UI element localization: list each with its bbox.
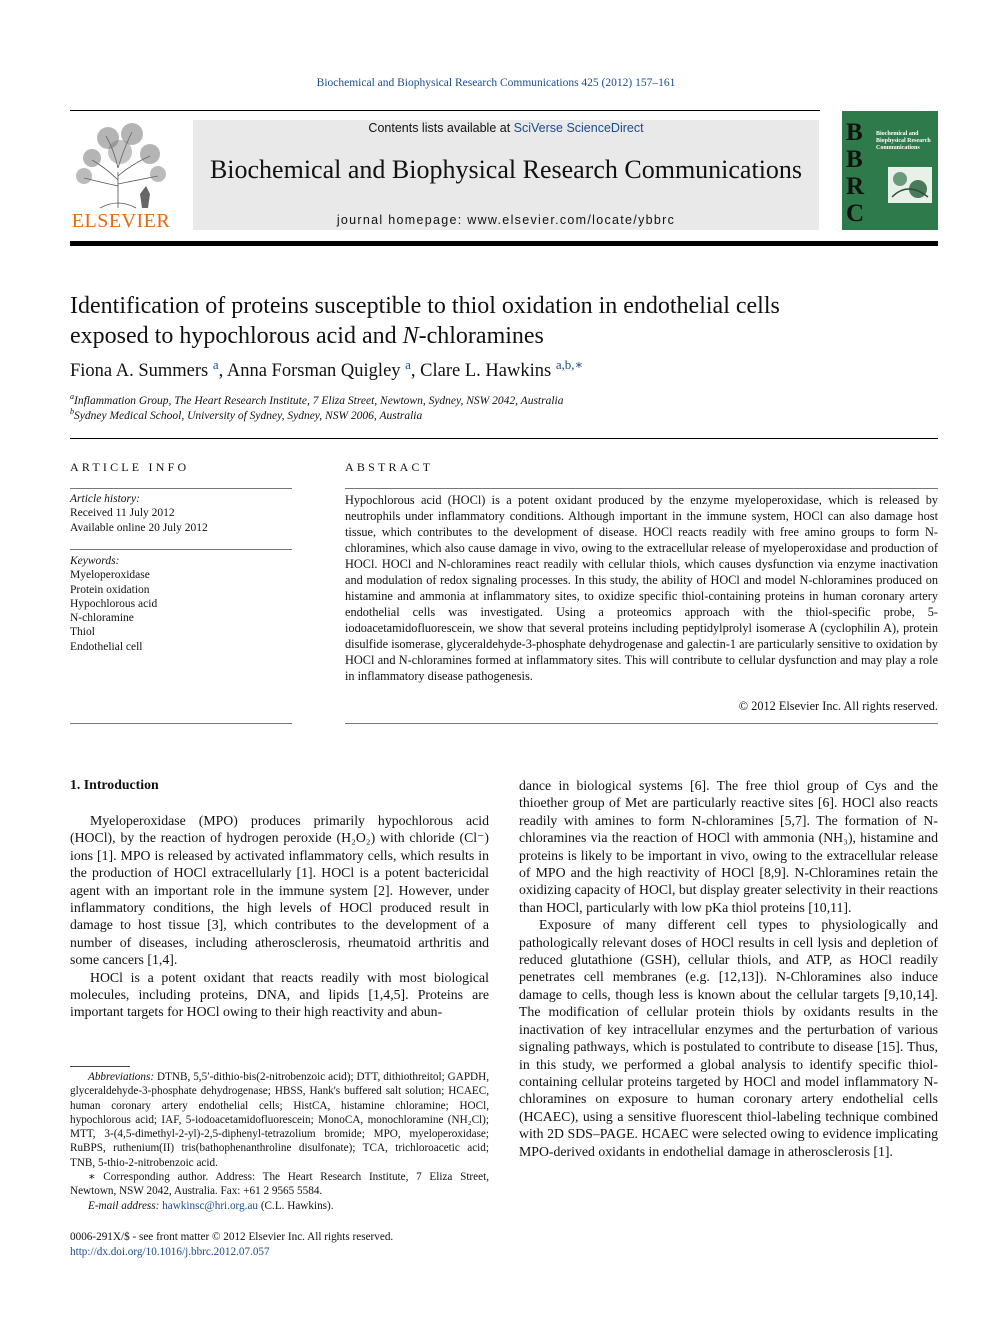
- header-bottom-rule: [70, 241, 938, 246]
- contents-prefix: Contents lists available at: [368, 121, 514, 135]
- journal-title: Biochemical and Biophysical Research Communications: [209, 155, 803, 184]
- keyword: Protein oxidation: [70, 583, 150, 596]
- elsevier-tree-logo: [70, 120, 172, 212]
- abbreviations-footnote: [70, 1070, 489, 1170]
- keywords-label: Keywords:: [70, 555, 120, 567]
- corresponding-author-footnote: ∗ Corresponding author. Address: The Heart Research Institute, 7 Eliza Street, Newtown, NSW 2042, Australia. Fax: +61 2 9565 5584.: [70, 1171, 489, 1198]
- cover-letter: B: [846, 119, 863, 146]
- title-line-2-italic: N: [402, 323, 419, 349]
- cover-letters: [846, 119, 872, 227]
- affil-text: Inflammation Group, The Heart Research Institute, 7 Eliza Street, Newtown, Sydney, NSW 2042, Australia: [74, 395, 564, 407]
- contents-line: [193, 121, 819, 135]
- keyword: N-chloramine: [70, 612, 134, 625]
- title-line-2-part: exposed to hypochlorous acid and: [70, 323, 403, 349]
- author-affil-mark[interactable]: a: [212, 356, 219, 372]
- article-history: [70, 492, 292, 535]
- received-date: Received 11 July 2012: [70, 507, 175, 520]
- affiliation-b: [70, 407, 423, 422]
- affil-mark: b: [70, 407, 75, 417]
- author-affil-mark[interactable]: a,b,∗: [555, 356, 584, 372]
- issn-line: 0006-291X/$ - see front matter © 2012 Elsevier Inc. All rights reserved.: [70, 1231, 394, 1243]
- introduction-heading: 1. Introduction: [70, 777, 159, 792]
- title-bottom-rule: [70, 438, 938, 439]
- author-name[interactable]: Clare L. Hawkins: [420, 361, 552, 381]
- intro-right-column: [519, 777, 938, 1160]
- title-line-2-part: -chloramines: [418, 323, 544, 349]
- journal-homepage[interactable]: journal homepage: www.elsevier.com/locate/ybbrc: [336, 213, 676, 227]
- abstract-text: Hypochlorous acid (HOCl) is a potent oxidant produced by the enzyme myeloperoxidase, which is released by neutrophils under inflammatory conditions. Although important in the immune system, HOCl can also damage host tissue, which contributes to the development of disease. HOCl reacts readily with free amino groups to form N-chloramines, which also cause damage in vivo, owing to the extracellular release of myeloperoxidase and production of HOCl. HOCl and N-chloramines react readily with cellular thiols, which causes dysfunction via enzyme inactivation and modulation of redox signaling processes. In this study, the ability of HOCl and model N-chloramines produced on histamine and ammonia at inflammatory sites, to oxidize specific thiol-containing proteins in human coronary artery endothelial cells was investigated. Using a proteomics approach with the thiol-specific probe, 5-iodoacetamidofluorescein, we show that several proteins including peptidylprolyl isomerase A (cyclophilin A), protein disulfide isomerase, glyceraldehyde-3-phosphate dehydrogenase and galectin-1 are particularly sensitive to oxidation by HOCl and N-chloramines formed at inflammatory sites. This will contribute to cellular dysfunction and may play a role in inflammatory disease pathogenesis.: [345, 493, 938, 683]
- affil-text: Sydney Medical School, University of Sydney, Sydney, NSW 2006, Australia: [74, 410, 423, 422]
- affil-mark: a: [70, 392, 75, 402]
- title-line-1: Identification of proteins susceptible to thiol oxidation in endothelial cells: [70, 293, 780, 319]
- email-link[interactable]: hawkinsc@hri.org.au: [162, 1199, 259, 1212]
- doi-link[interactable]: http://dx.doi.org/10.1016/j.bbrc.2012.07.057: [70, 1245, 270, 1258]
- footnotes: [70, 1070, 489, 1213]
- journal-citation[interactable]: Biochemical and Biophysical Research Communications 425 (2012) 157–161: [316, 77, 676, 89]
- abstract-rule: [345, 488, 938, 489]
- sciencedirect-link[interactable]: SciVerse ScienceDirect: [513, 121, 644, 135]
- header-top-rule: [70, 110, 820, 111]
- article-info-heading: ARTICLE INFO: [70, 460, 190, 474]
- cover-title: Biochemical and Biophysical Research Communications: [876, 131, 931, 151]
- intro-paragraph: Myeloperoxidase (MPO) produces primarily hypochlorous acid (HOCl), by the reaction of hydrogen peroxide (H₂O₂) with chloride (Cl⁻) ions [1]. MPO is released by activated inflammatory cells, which results in the production of HOCl extracellularly [1]. HOCl is a potent bactericidal agent with an important role in the immune system [2]. However, under inflammatory conditions, the high levels of HOCl produced result in damage to host tissue [3], which contributes to the development of a number of diseases, including atherosclerosis, rheumatoid arthritis and some cancers [1,4].: [70, 813, 489, 968]
- bottom-matter: [70, 1230, 393, 1259]
- article-info-rule: [70, 488, 292, 489]
- article-title: [70, 291, 938, 351]
- keyword: Thiol: [70, 626, 95, 639]
- abstract-copyright: © 2012 Elsevier Inc. All rights reserved.: [738, 699, 938, 713]
- keyword: Hypochlorous acid: [70, 597, 158, 610]
- cover-letter: B: [846, 146, 863, 173]
- abstract-heading: ABSTRACT: [345, 460, 434, 474]
- email-label: E-mail address:: [88, 1199, 160, 1212]
- history-label: Article history:: [70, 493, 140, 505]
- title-line-2: [70, 321, 938, 351]
- intro-paragraph: Exposure of many different cell types to physiologically and pathologically relevant doses of HOCl results in cell lysis and depletion of reduced glutathione (GSH), cellular thiols, and ATP, as HOCl readily penetrates cell membranes (e.g. [12,13]). N-Chloramines also induce damage to cells, though less is known about the cellular targets [9,10,14]. The modification of cellular protein thiols by oxidants results in the inactivation of key intracellular enzymes and the perturbation of various signaling pathways, which is postulated to contribute to disease [15]. Thus, in this study, we performed a global analysis to identify specific thiol-containing cellular proteins targeted by HOCl and model inflammatory N-chloramines on exposure to human coronary artery endothelial cells (HCAEC), using a sensitive fluorescent thiol-labeling technique combined with 2D SDS–PAGE. HCAEC were selected owing to evidence implicating MPO-derived oxidants in endothelial damage in atherosclerosis [1].: [519, 917, 938, 1159]
- cover-letter: C: [846, 200, 865, 227]
- elsevier-wordmark: ELSEVIER: [71, 210, 171, 232]
- author-name[interactable]: Anna Forsman Quigley: [226, 361, 401, 381]
- available-date: Available online 20 July 2012: [70, 521, 208, 534]
- footnote-rule: [70, 1066, 130, 1067]
- article-info-bottom-rule: [70, 723, 292, 724]
- email-footnote: [70, 1199, 489, 1213]
- intro-paragraph: HOCl is a potent oxidant that reacts readily with most biological molecules, including proteins, DNA, and lipids [1,4,5]. Proteins are important targets for HOCl owing to their high reactivity and abun-: [70, 969, 489, 1020]
- keywords-block: [70, 554, 292, 654]
- keywords-rule: [70, 549, 292, 550]
- abstract-bottom-rule: [345, 723, 938, 724]
- abbrev-text: DTNB, 5,5′-dithio-bis(2-nitrobenzoic acid); DTT, dithiothreitol; GAPDH, glyceraldehyde-3-phosphate dehydrogenase; HBSS, Hank's buffered salt solution; HCAEC, human coronary artery endothelial cells; HistCA, histamine chloramine; HOCl, hypochlorous acid; IAF, 5-iodoacetamidofluorescein; MonoCA, monochloramine (NH₂Cl); MTT, 3-(4,5-dimethyl-2-yl)-2,5-diphenyl-tetrazolium bromide; MPO, myeloperoxidase; RuBPS, ruthenium(II) tris(bathophenanthroline disulfonate); TCA, trichloroacetic acid; TNB, 5-thio-2-nitrobenzoic acid.: [70, 1071, 489, 1169]
- affiliation-a: [70, 392, 564, 407]
- author-list: Fiona A. Summers $^a$, Anna Forsman Quigley $^a$, Clare L. Hawkins $^{a,b,∗}$: [70, 356, 584, 381]
- abbrev-label: Abbreviations:: [88, 1071, 155, 1083]
- keyword: Endothelial cell: [70, 640, 143, 653]
- intro-left-column: [70, 812, 489, 1021]
- cover-letter: R: [846, 173, 865, 200]
- intro-paragraph: dance in biological systems [6]. The free thiol group of Cys and the thioether group of Met are particularly reactive sites [6]. HOCl also reacts readily with amines to form N-chloramines [5,7]. The formation of N-chloramines via the reaction of HOCl with ammonia (NH₃), histamine and proteins is likely to be important in vivo, owing to the extracellular release of MPO and the high reactivity of HOCl [8,9]. N-Chloramines retain the oxidizing capacity of HOCl, but display greater selectivity in their reactions than HOCl, particularly with low pKa thiol proteins [10,11].: [519, 778, 938, 915]
- cover-illustration: [888, 167, 932, 203]
- keyword: Myeloperoxidase: [70, 569, 150, 582]
- author-affil-mark[interactable]: a: [405, 356, 411, 372]
- author-name[interactable]: Fiona A. Summers: [70, 361, 209, 381]
- email-suffix: (C.L. Hawkins).: [258, 1199, 334, 1212]
- journal-cover: [842, 111, 938, 230]
